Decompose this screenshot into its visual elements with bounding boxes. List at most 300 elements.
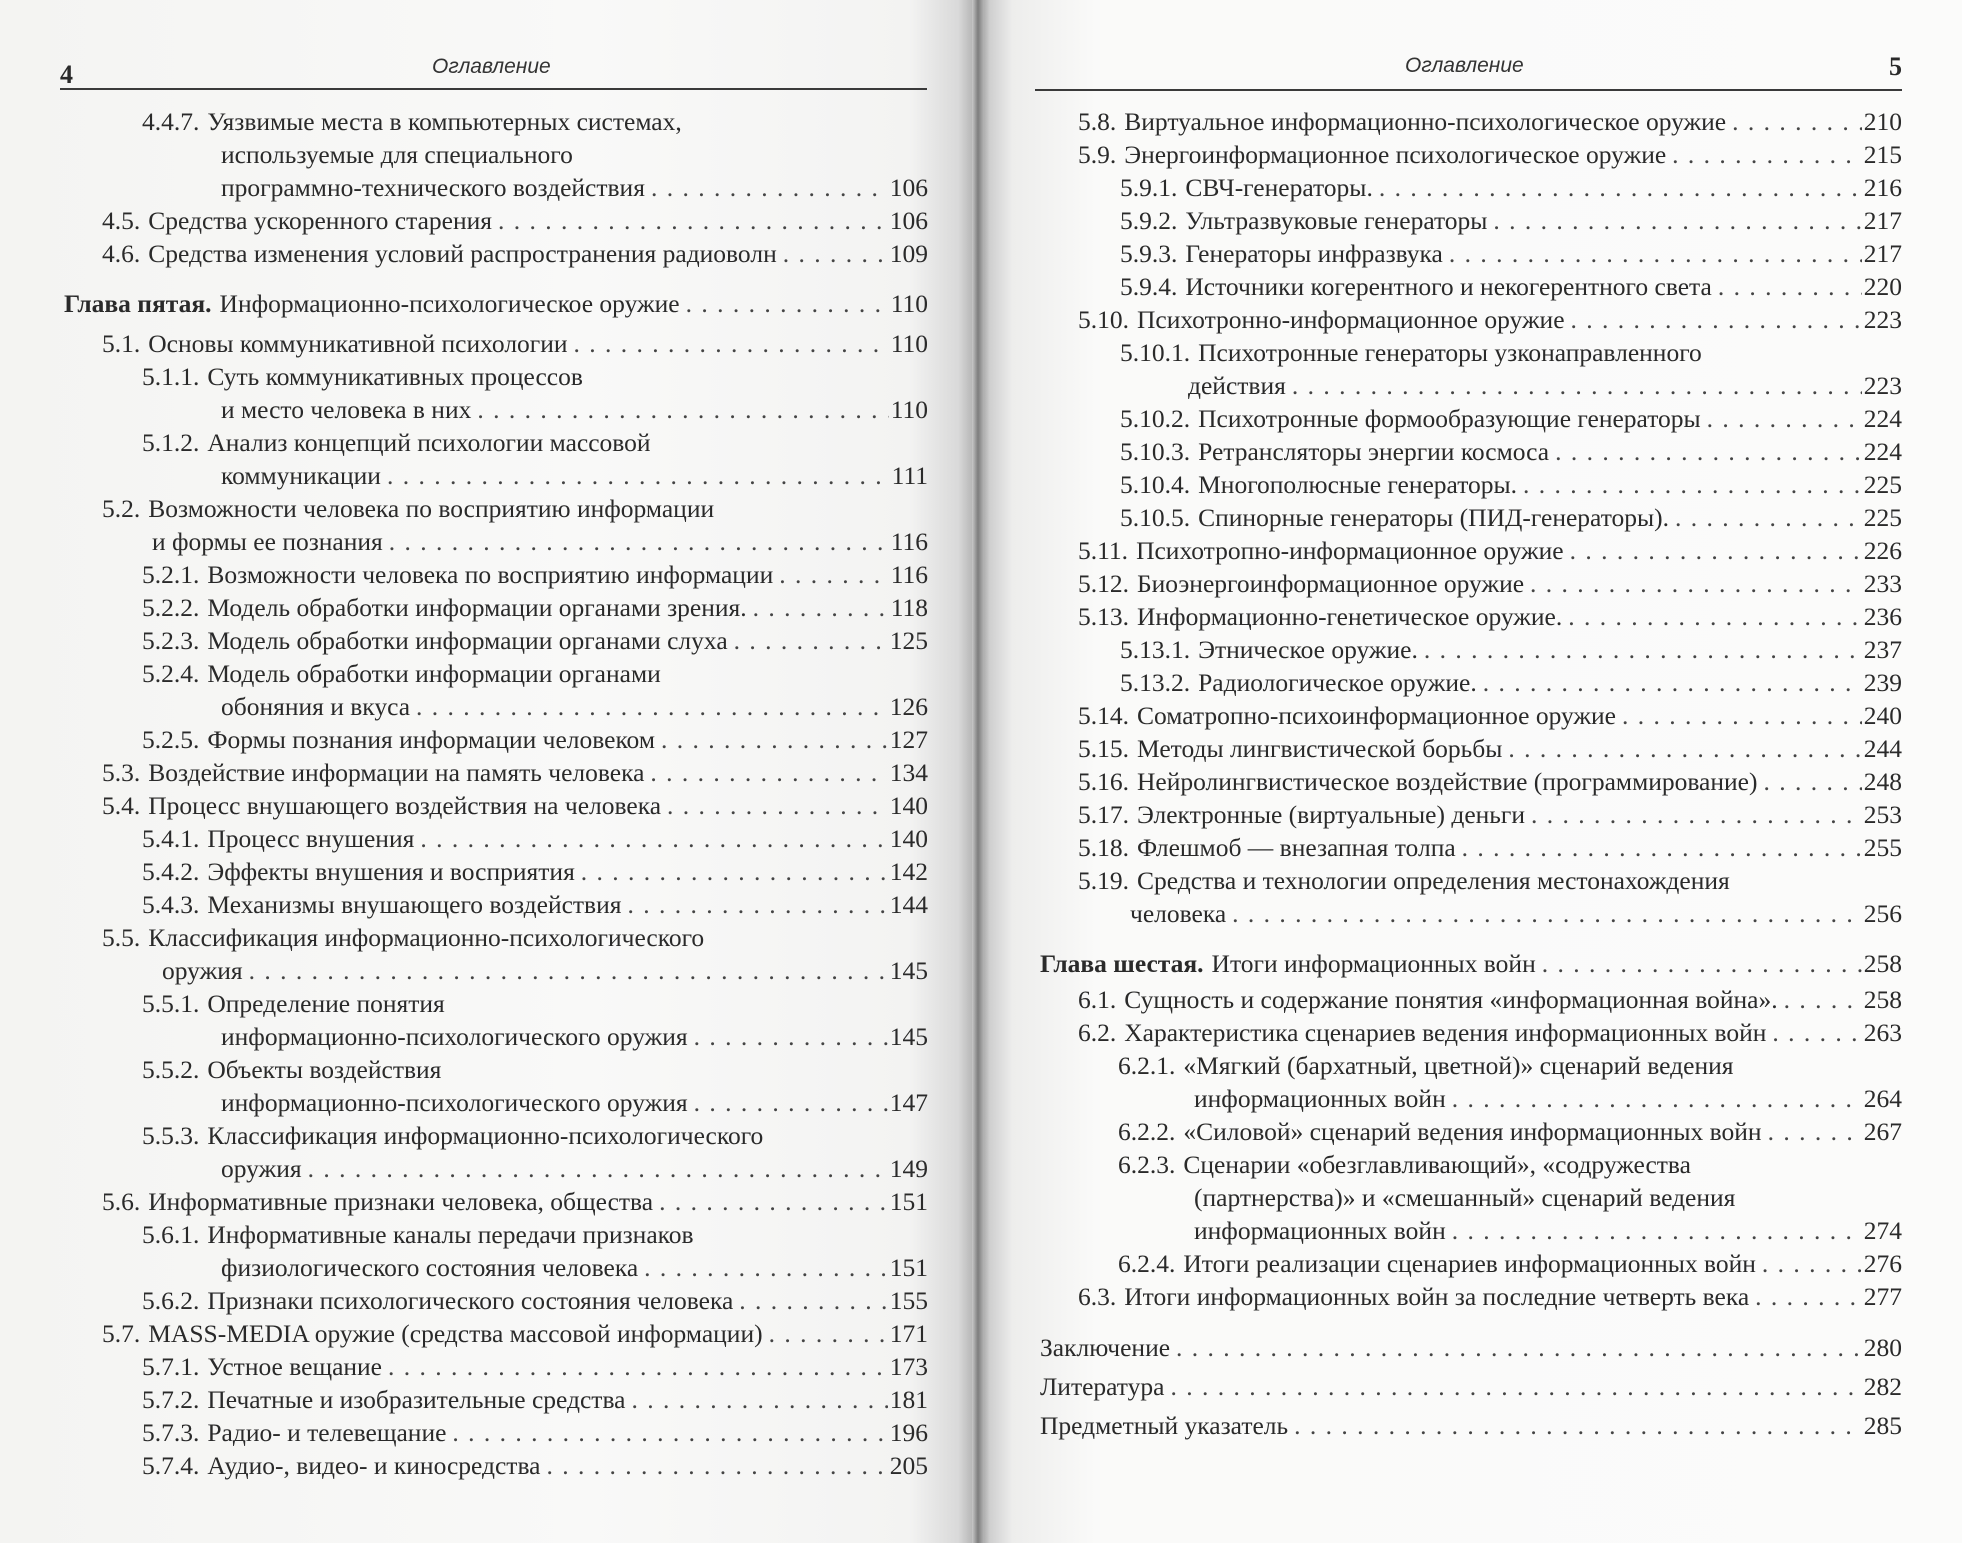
entry-title: Электронные (виртуальные) деньги	[1137, 800, 1526, 829]
toc-entry[interactable]	[1040, 983, 1902, 1016]
dot-leader	[1517, 468, 1862, 501]
entry-title: Анализ концепций психологии массовой	[207, 428, 651, 457]
entry-page: 220	[1863, 272, 1902, 301]
entry-title: информационно-психологического оружия	[221, 1022, 688, 1051]
entry-number: 5.2.4.	[142, 659, 200, 688]
entry-number: 5.5.2.	[142, 1055, 200, 1084]
dot-leader	[1562, 600, 1862, 633]
toc-entry[interactable]	[64, 105, 928, 204]
entry-page: 280	[1863, 1333, 1902, 1362]
toc-entry[interactable]	[1040, 798, 1902, 831]
entry-page: 248	[1863, 767, 1902, 796]
entry-page: 225	[1863, 470, 1902, 499]
toc-chapter[interactable]	[64, 287, 928, 320]
toc-entry[interactable]	[1040, 1247, 1902, 1280]
entry-number: 5.1.	[102, 329, 141, 358]
dot-leader	[1701, 402, 1862, 435]
entry-title: Виртуальное информационно-психологическое оружие	[1124, 107, 1727, 136]
entry-title: Предметный указатель	[1040, 1411, 1289, 1440]
entry-page: 217	[1863, 206, 1902, 235]
toc-entry[interactable]	[64, 426, 928, 492]
entry-title: Модель обработки информации органами	[207, 659, 661, 688]
entry-number: 5.5.	[102, 923, 141, 952]
entry-page: 111	[891, 461, 928, 490]
left-header-rule	[60, 88, 927, 90]
dot-leader	[1762, 1115, 1862, 1148]
left-running-head: Оглавление	[432, 55, 551, 78]
dot-leader	[1766, 1016, 1861, 1049]
dot-leader	[625, 1383, 887, 1416]
entry-number: 5.3.	[102, 758, 141, 787]
dot-leader	[1456, 831, 1862, 864]
toc-entry[interactable]	[1040, 1016, 1902, 1049]
toc-entry[interactable]	[64, 1119, 928, 1185]
entry-page: 256	[1863, 899, 1902, 928]
dot-leader	[1524, 567, 1862, 600]
entry-title: Информационно-психологическое оружие	[219, 289, 680, 318]
toc-entry[interactable]	[64, 822, 928, 855]
toc-entry[interactable]	[64, 855, 928, 888]
dot-leader	[747, 591, 889, 624]
entry-page: 127	[889, 725, 928, 754]
entry-page: 240	[1863, 701, 1902, 730]
dot-leader	[1778, 983, 1862, 1016]
entry-page: 125	[889, 626, 928, 655]
entry-page: 253	[1863, 800, 1902, 829]
dot-leader	[381, 459, 890, 492]
entry-title: Литература	[1040, 1372, 1165, 1401]
entry-number: 5.1.1.	[142, 362, 200, 391]
toc-entry[interactable]	[64, 1317, 928, 1350]
toc-entry[interactable]	[1040, 699, 1902, 732]
dot-leader	[1536, 947, 1862, 980]
entry-number: 5.2.2.	[142, 593, 200, 622]
toc-entry[interactable]	[64, 1449, 928, 1482]
entry-number: 5.7.1.	[142, 1352, 200, 1381]
toc-entry[interactable]	[1040, 666, 1902, 699]
toc-entry-subject-index[interactable]	[1040, 1409, 1902, 1442]
entry-page: 155	[889, 1286, 928, 1315]
entry-title: (партнерства)» и «смешанный» сценарий ведения	[1194, 1183, 1736, 1212]
entry-title: информационно-психологического оружия	[221, 1088, 688, 1117]
dot-leader	[1477, 666, 1862, 699]
entry-number: 5.6.2.	[142, 1286, 200, 1315]
entry-title: Информационно-генетическое оружие.	[1137, 602, 1563, 631]
entry-title: обоняния и вкуса	[221, 692, 411, 721]
entry-number: 5.10.1.	[1120, 338, 1191, 367]
entry-title: Эффекты внушения и восприятия	[207, 857, 575, 886]
entry-title: Признаки психологического состояния человека	[207, 1286, 734, 1315]
entry-number: 5.4.3.	[142, 890, 200, 919]
dot-leader	[777, 237, 888, 270]
entry-page: 258	[1863, 949, 1902, 978]
dot-leader	[655, 723, 888, 756]
dot-leader	[1446, 1214, 1862, 1247]
toc-entry[interactable]	[64, 756, 928, 789]
entry-page: 255	[1863, 833, 1902, 862]
toc-entry[interactable]	[64, 360, 928, 426]
entry-title: «Силовой» сценарий ведения информационных войн	[1183, 1117, 1762, 1146]
dot-leader	[1756, 1247, 1862, 1280]
toc-left	[64, 105, 928, 1482]
dot-leader	[492, 204, 888, 237]
toc-entry[interactable]	[1040, 270, 1902, 303]
entry-title: Психотронно-информационное оружие	[1137, 305, 1565, 334]
dot-leader	[653, 1185, 888, 1218]
toc-entry[interactable]	[64, 327, 928, 360]
entry-number: 5.13.	[1078, 602, 1129, 631]
dot-leader	[1564, 534, 1862, 567]
toc-entry[interactable]	[64, 987, 928, 1053]
entry-page: 145	[889, 956, 928, 985]
entry-page: 144	[889, 890, 928, 919]
entry-page: 134	[889, 758, 928, 787]
entry-number: 5.18.	[1078, 833, 1129, 862]
toc-entry[interactable]	[64, 657, 928, 723]
entry-title: Формы познания информации человеком	[207, 725, 655, 754]
entry-title: Возможности человека по восприятию информации	[207, 560, 774, 589]
entry-page: 140	[889, 824, 928, 853]
toc-entry[interactable]	[64, 492, 928, 558]
entry-page: 181	[889, 1385, 928, 1414]
entry-title: и формы ее познания	[152, 527, 383, 556]
toc-entry[interactable]	[1040, 303, 1902, 336]
entry-page: 282	[1863, 1372, 1902, 1401]
dot-leader	[1286, 369, 1862, 402]
entry-title: Этническое оружие.	[1198, 635, 1418, 664]
entry-number: 5.4.	[102, 791, 141, 820]
toc-entry[interactable]	[64, 1416, 928, 1449]
toc-entry[interactable]	[1040, 105, 1902, 138]
entry-title: Воздействие информации на память человека	[148, 758, 645, 787]
entry-page: 277	[1863, 1282, 1902, 1311]
entry-number: 5.6.1.	[142, 1220, 200, 1249]
entry-title: Ультразвуковые генераторы	[1185, 206, 1488, 235]
dot-leader	[1749, 1280, 1862, 1313]
entry-title: Модель обработки информации органами слуха	[207, 626, 728, 655]
dot-leader	[568, 327, 889, 360]
toc-entry[interactable]	[1040, 468, 1902, 501]
entry-page: 145	[889, 1022, 928, 1051]
dot-leader	[1418, 633, 1862, 666]
toc-entry[interactable]	[1040, 831, 1902, 864]
entry-title: Аудио-, видео- и киносредства	[207, 1451, 541, 1480]
dot-leader	[446, 1416, 887, 1449]
entry-title: Итоги информационных войн	[1211, 949, 1536, 978]
entry-number: 5.9.	[1078, 140, 1117, 169]
entry-title: MASS-MEDIA оружие (средства массовой информации)	[148, 1319, 763, 1348]
entry-number: 6.2.4.	[1118, 1249, 1176, 1278]
entry-title: Печатные и изобразительные средства	[207, 1385, 626, 1414]
entry-number: 5.10.5.	[1120, 503, 1191, 532]
entry-title: Сущность и содержание понятия «информационная война».	[1124, 985, 1778, 1014]
toc-entry[interactable]	[1040, 336, 1902, 402]
entry-title: Информативные каналы передачи признаков	[207, 1220, 694, 1249]
entry-title: Классификация информационно-психологического	[148, 923, 705, 952]
toc-entry-bibliography[interactable]	[1040, 1370, 1902, 1403]
entry-page: 244	[1863, 734, 1902, 763]
entry-title: Средства изменения условий распространения радиоволн	[148, 239, 777, 268]
toc-entry[interactable]	[64, 789, 928, 822]
dot-leader	[1549, 435, 1862, 468]
entry-page: 106	[889, 173, 928, 202]
entry-title: Информативные признаки человека, общества	[148, 1187, 654, 1216]
dot-leader	[575, 855, 888, 888]
entry-number: 5.9.3.	[1120, 239, 1178, 268]
toc-entry[interactable]	[1040, 732, 1902, 765]
toc-entry[interactable]	[1040, 633, 1902, 666]
entry-number: 5.8.	[1078, 107, 1117, 136]
dot-leader	[733, 1284, 887, 1317]
entry-number: 5.7.4.	[142, 1451, 200, 1480]
toc-entry[interactable]	[1040, 204, 1902, 237]
entry-page: 285	[1863, 1411, 1902, 1440]
right-running-head: Оглавление	[1405, 54, 1524, 77]
entry-title: Нейролингвистическое воздействие (программирование)	[1137, 767, 1758, 796]
entry-number: 5.2.3.	[142, 626, 200, 655]
toc-entry[interactable]	[64, 1350, 928, 1383]
book-spine	[972, 0, 984, 1543]
entry-page: 237	[1863, 635, 1902, 664]
entry-title: Объекты воздействия	[207, 1055, 442, 1084]
dot-leader	[1726, 105, 1862, 138]
toc-entry[interactable]	[64, 1185, 928, 1218]
entry-number: 6.3.	[1078, 1282, 1117, 1311]
dot-leader	[1502, 732, 1861, 765]
toc-entry[interactable]	[64, 237, 928, 270]
entry-title: Средства ускоренного старения	[148, 206, 492, 235]
entry-number: 5.7.2.	[142, 1385, 200, 1414]
entry-page: 140	[889, 791, 928, 820]
toc-entry[interactable]	[64, 921, 928, 987]
entry-number: 5.6.	[102, 1187, 141, 1216]
entry-page: 106	[889, 206, 928, 235]
dot-leader	[1487, 204, 1861, 237]
entry-page: 217	[1863, 239, 1902, 268]
toc-entry[interactable]	[64, 204, 928, 237]
dot-leader	[1712, 270, 1862, 303]
entry-title: Возможности человека по восприятию информации	[148, 494, 715, 523]
dot-leader	[302, 1152, 888, 1185]
toc-entry[interactable]	[1040, 765, 1902, 798]
dot-leader	[621, 888, 887, 921]
entry-title: Спинорные генераторы (ПИД-генераторы).	[1198, 503, 1670, 532]
dot-leader	[644, 756, 887, 789]
entry-page: 205	[889, 1451, 928, 1480]
entry-title: Основы коммуникативной психологии	[148, 329, 568, 358]
entry-title: Энергоинформационное психологическое оружие	[1124, 140, 1667, 169]
toc-entry[interactable]	[1040, 1049, 1902, 1115]
entry-page: 276	[1863, 1249, 1902, 1278]
dot-leader	[1164, 1370, 1861, 1403]
toc-entry[interactable]	[1040, 237, 1902, 270]
entry-title: Радиологическое оружие.	[1198, 668, 1477, 697]
entry-title: Ретрансляторы энергии космоса	[1198, 437, 1550, 466]
entry-number: 5.10.4.	[1120, 470, 1191, 499]
entry-title: Соматропно-психоинформационное оружие	[1137, 701, 1616, 730]
toc-entry[interactable]	[64, 624, 928, 657]
toc-entry[interactable]	[1040, 1148, 1902, 1247]
entry-title: Устное вещание	[207, 1352, 383, 1381]
chapter-label: Глава пятая.	[64, 289, 212, 318]
entry-number: 5.4.2.	[142, 857, 200, 886]
entry-title: действия	[1188, 371, 1286, 400]
entry-number: 6.2.1.	[1118, 1051, 1176, 1080]
dot-leader	[1666, 138, 1862, 171]
dot-leader	[661, 789, 888, 822]
entry-page: 151	[889, 1187, 928, 1216]
entry-title: Итоги реализации сценариев информационных войн	[1183, 1249, 1756, 1278]
toc-entry[interactable]	[1040, 1280, 1902, 1313]
entry-page: 216	[1863, 173, 1902, 202]
toc-chapter[interactable]	[1040, 947, 1902, 980]
entry-title: Методы лингвистической борьбы	[1137, 734, 1503, 763]
right-header-rule	[1035, 89, 1902, 91]
entry-number: 5.2.1.	[142, 560, 200, 589]
entry-title: физиологического состояния человека	[221, 1253, 639, 1282]
entry-page: 274	[1863, 1216, 1902, 1245]
entry-page: 126	[889, 692, 928, 721]
entry-number: 5.10.2.	[1120, 404, 1191, 433]
entry-page: 264	[1863, 1084, 1902, 1113]
dot-leader	[1226, 897, 1862, 930]
dot-leader	[728, 624, 888, 657]
toc-entry-conclusion[interactable]	[1040, 1331, 1902, 1364]
entry-number: 5.4.1.	[142, 824, 200, 853]
entry-title: Итоги информационных войн за последние четверть века	[1124, 1282, 1750, 1311]
entry-number: 5.13.2.	[1120, 668, 1191, 697]
dot-leader	[1446, 1082, 1862, 1115]
entry-page: 267	[1863, 1117, 1902, 1146]
dot-leader	[540, 1449, 887, 1482]
toc-entry[interactable]	[64, 723, 928, 756]
entry-page: 110	[890, 395, 928, 424]
entry-page: 149	[889, 1154, 928, 1183]
entry-number: 5.9.4.	[1120, 272, 1178, 301]
entry-title: и место человека в них	[221, 395, 472, 424]
entry-number: 5.15.	[1078, 734, 1129, 763]
entry-page: 224	[1863, 404, 1902, 433]
entry-number: 5.11.	[1078, 536, 1129, 565]
entry-number: 5.7.	[102, 1319, 141, 1348]
toc-entry[interactable]	[1040, 534, 1902, 567]
dot-leader	[471, 393, 888, 426]
dot-leader	[763, 1317, 888, 1350]
entry-page: 224	[1863, 437, 1902, 466]
entry-title: информационных войн	[1194, 1216, 1446, 1245]
dot-leader	[688, 1086, 888, 1119]
entry-number: 5.19.	[1078, 866, 1129, 895]
entry-title: Характеристика сценариев ведения информационных войн	[1124, 1018, 1767, 1047]
entry-page: 233	[1863, 569, 1902, 598]
entry-title: Флешмоб — внезапная толпа	[1137, 833, 1456, 862]
entry-title: Психотронные формообразующие генераторы	[1198, 404, 1701, 433]
toc-entry[interactable]	[1040, 435, 1902, 468]
entry-page: 196	[889, 1418, 928, 1447]
entry-page: 236	[1863, 602, 1902, 631]
dot-leader	[383, 525, 889, 558]
toc-entry[interactable]	[1040, 567, 1902, 600]
toc-entry[interactable]	[64, 1383, 928, 1416]
entry-number: 5.9.1.	[1120, 173, 1178, 202]
entry-title: Генераторы инфразвука	[1185, 239, 1443, 268]
entry-title: Психотронные генераторы узконаправленного	[1198, 338, 1702, 367]
left-page-number: 4	[60, 60, 73, 89]
dot-leader	[773, 558, 888, 591]
toc-entry[interactable]	[64, 888, 928, 921]
entry-page: 142	[889, 857, 928, 886]
dot-leader	[410, 690, 888, 723]
toc-entry[interactable]	[1040, 864, 1902, 930]
entry-title: информационных войн	[1194, 1084, 1446, 1113]
entry-title: Средства и технологии определения местонахождения	[1137, 866, 1730, 895]
entry-page: 215	[1863, 140, 1902, 169]
dot-leader	[1525, 798, 1862, 831]
entry-title: Источники когерентного и некогерентного света	[1185, 272, 1712, 301]
entry-page: 118	[890, 593, 928, 622]
toc-entry[interactable]	[64, 1284, 928, 1317]
dot-leader	[1170, 1331, 1862, 1364]
entry-page: 210	[1863, 107, 1902, 136]
toc-entry[interactable]	[1040, 600, 1902, 633]
dot-leader	[638, 1251, 888, 1284]
entry-title: СВЧ-генераторы.	[1185, 173, 1373, 202]
entry-title: Суть коммуникативных процессов	[207, 362, 583, 391]
entry-title: Уязвимые места в компьютерных системах,	[207, 107, 682, 136]
entry-number: 5.14.	[1078, 701, 1129, 730]
entry-page: 110	[890, 289, 928, 318]
chapter-label: Глава шестая.	[1040, 949, 1204, 978]
toc-entry[interactable]	[64, 1053, 928, 1119]
entry-title: Классификация информационно-психологического	[207, 1121, 764, 1150]
entry-number: 5.5.1.	[142, 989, 200, 1018]
toc-entry[interactable]	[1040, 138, 1902, 171]
toc-entry[interactable]	[64, 1218, 928, 1284]
entry-number: 5.12.	[1078, 569, 1129, 598]
toc-entry[interactable]	[64, 558, 928, 591]
dot-leader	[243, 954, 888, 987]
entry-number: 5.1.2.	[142, 428, 200, 457]
dot-leader	[688, 1020, 888, 1053]
entry-title: Определение понятия	[207, 989, 445, 1018]
toc-entry[interactable]	[1040, 402, 1902, 435]
dot-leader	[1288, 1409, 1862, 1442]
entry-number: 6.2.2.	[1118, 1117, 1176, 1146]
entry-page: 147	[889, 1088, 928, 1117]
entry-title: коммуникации	[221, 461, 381, 490]
entry-number: 5.17.	[1078, 800, 1129, 829]
entry-number: 5.9.2.	[1120, 206, 1178, 235]
entry-page: 226	[1863, 536, 1902, 565]
entry-page: 173	[889, 1352, 928, 1381]
entry-title: Биоэнергоинформационное оружие	[1137, 569, 1525, 598]
entry-number: 4.4.7.	[142, 107, 200, 136]
toc-entry[interactable]	[1040, 501, 1902, 534]
dot-leader	[1757, 765, 1861, 798]
entry-number: 6.2.	[1078, 1018, 1117, 1047]
entry-title: используемые для специального	[221, 140, 573, 169]
toc-entry[interactable]	[1040, 171, 1902, 204]
entry-page: 225	[1863, 503, 1902, 532]
entry-page: 258	[1863, 985, 1902, 1014]
toc-entry[interactable]	[64, 591, 928, 624]
toc-entry[interactable]	[1040, 1115, 1902, 1148]
entry-number: 5.5.3.	[142, 1121, 200, 1150]
entry-title: программно-технического воздействия	[221, 173, 645, 202]
dot-leader	[1669, 501, 1862, 534]
dot-leader	[645, 171, 888, 204]
entry-title: Психотропно-информационное оружие	[1136, 536, 1564, 565]
